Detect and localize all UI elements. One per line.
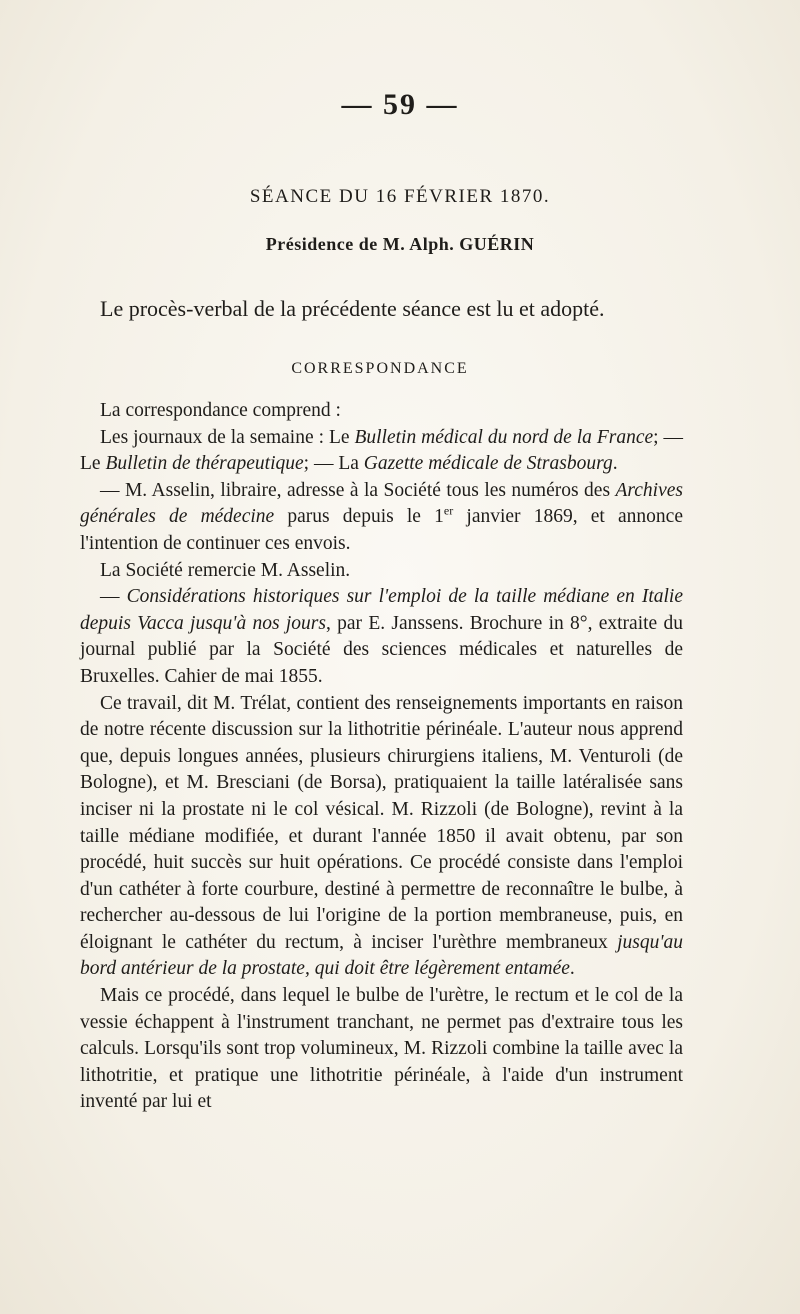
text-run: La correspondance comprend :	[100, 400, 341, 421]
text-run: — M. Asselin, libraire, adresse à la Société tous les numéros des	[100, 479, 616, 501]
text-run: .	[612, 453, 618, 475]
paragraph	[80, 398, 683, 425]
text-run: ; — Le	[80, 426, 683, 475]
text-run: Mais ce procédé, dans lequel le bulbe de l'urètre, le rectum et le col de la vessie échappent à l'instrument tranchant, ne permet pas d'extraire tous les calculs. Lorsqu'ils sont trop volumineux, M. Rizzoli combine la taille avec la lithotritie, et pratique une lithotritie périnéale, à l'aide d'un instrument inventé par lui et	[80, 985, 683, 1113]
body-text	[80, 398, 683, 1116]
work-title: Considérations historiques sur l'emploi de la taille médiane en Italie depuis Vacca jusqu'à nos jours	[80, 586, 683, 634]
paragraph	[80, 691, 683, 984]
journal-title: Archives générales de médecine	[80, 479, 683, 528]
text-run: Les journaux de la semaine : Le	[100, 426, 355, 448]
journal-title: Gazette médicale de Strasbourg	[363, 453, 613, 475]
italic-phrase: jusqu'au bord antérieur de la prostate, qui doit être légèrement entamée	[80, 931, 683, 980]
paragraph	[80, 584, 683, 690]
paragraph	[80, 478, 683, 558]
text-run: —	[100, 586, 127, 608]
text-run: ; — La	[303, 453, 364, 475]
text-run: , par E. Janssens. Brochure in 8°, extraite du journal publié par la Société des sciences médicales et naturelles de Bruxelles. Cahier de mai 1855.	[80, 612, 683, 687]
text-run: .	[569, 958, 575, 980]
paragraph	[80, 983, 683, 1116]
presidence-line: Présidence de M. Alph. GUÉRIN	[265, 234, 535, 254]
session-title: SÉANCE DU 16 FÉVRIER 1870.	[249, 186, 551, 207]
superscript: er	[443, 503, 454, 518]
page-number: — 59 —	[341, 88, 459, 121]
paragraph	[80, 425, 683, 478]
section-heading: CORRESPONDANCE	[291, 360, 469, 377]
journal-title: Bulletin de thérapeutique	[105, 453, 304, 475]
minutes-statement: Le procès-verbal de la précédente séance est lu et adopté.	[100, 296, 605, 321]
text-run: janvier 1869, et annonce l'intention de continuer ces envois.	[80, 506, 683, 554]
paragraph	[80, 558, 683, 585]
text-run: parus depuis le 1	[274, 506, 444, 528]
text-run: La Société remercie M. Asselin.	[100, 559, 351, 581]
journal-title: Bulletin médical du nord de la France	[354, 426, 654, 448]
text-run: Ce travail, dit M. Trélat, contient des renseignements importants en raison de notre récente discussion sur la lithotritie périnéale. L'auteur nous apprend que, depuis longues années, plusieurs chirurgiens italiens, M. Venturoli (de Bologne), et M. Bresciani (de Borsa), pratiquaient la taille latéralisée sans inciser ni la prostate ni le col vésical. M. Rizzoli (de Bologne), revint à la taille médiane modifiée, et durant l'année 1850 il avait obtenu, par son procédé, huit succès sur huit opérations. Ce procédé consiste dans l'emploi d'un cathéter à forte courbure, destiné à permettre de reconnaître le bulbe, à rechercher au-dessous de lui l'origine de la portion membraneuse, puis, en éloignant le cathéter du rectum, à inciser l'urèthre membraneux	[80, 692, 683, 953]
